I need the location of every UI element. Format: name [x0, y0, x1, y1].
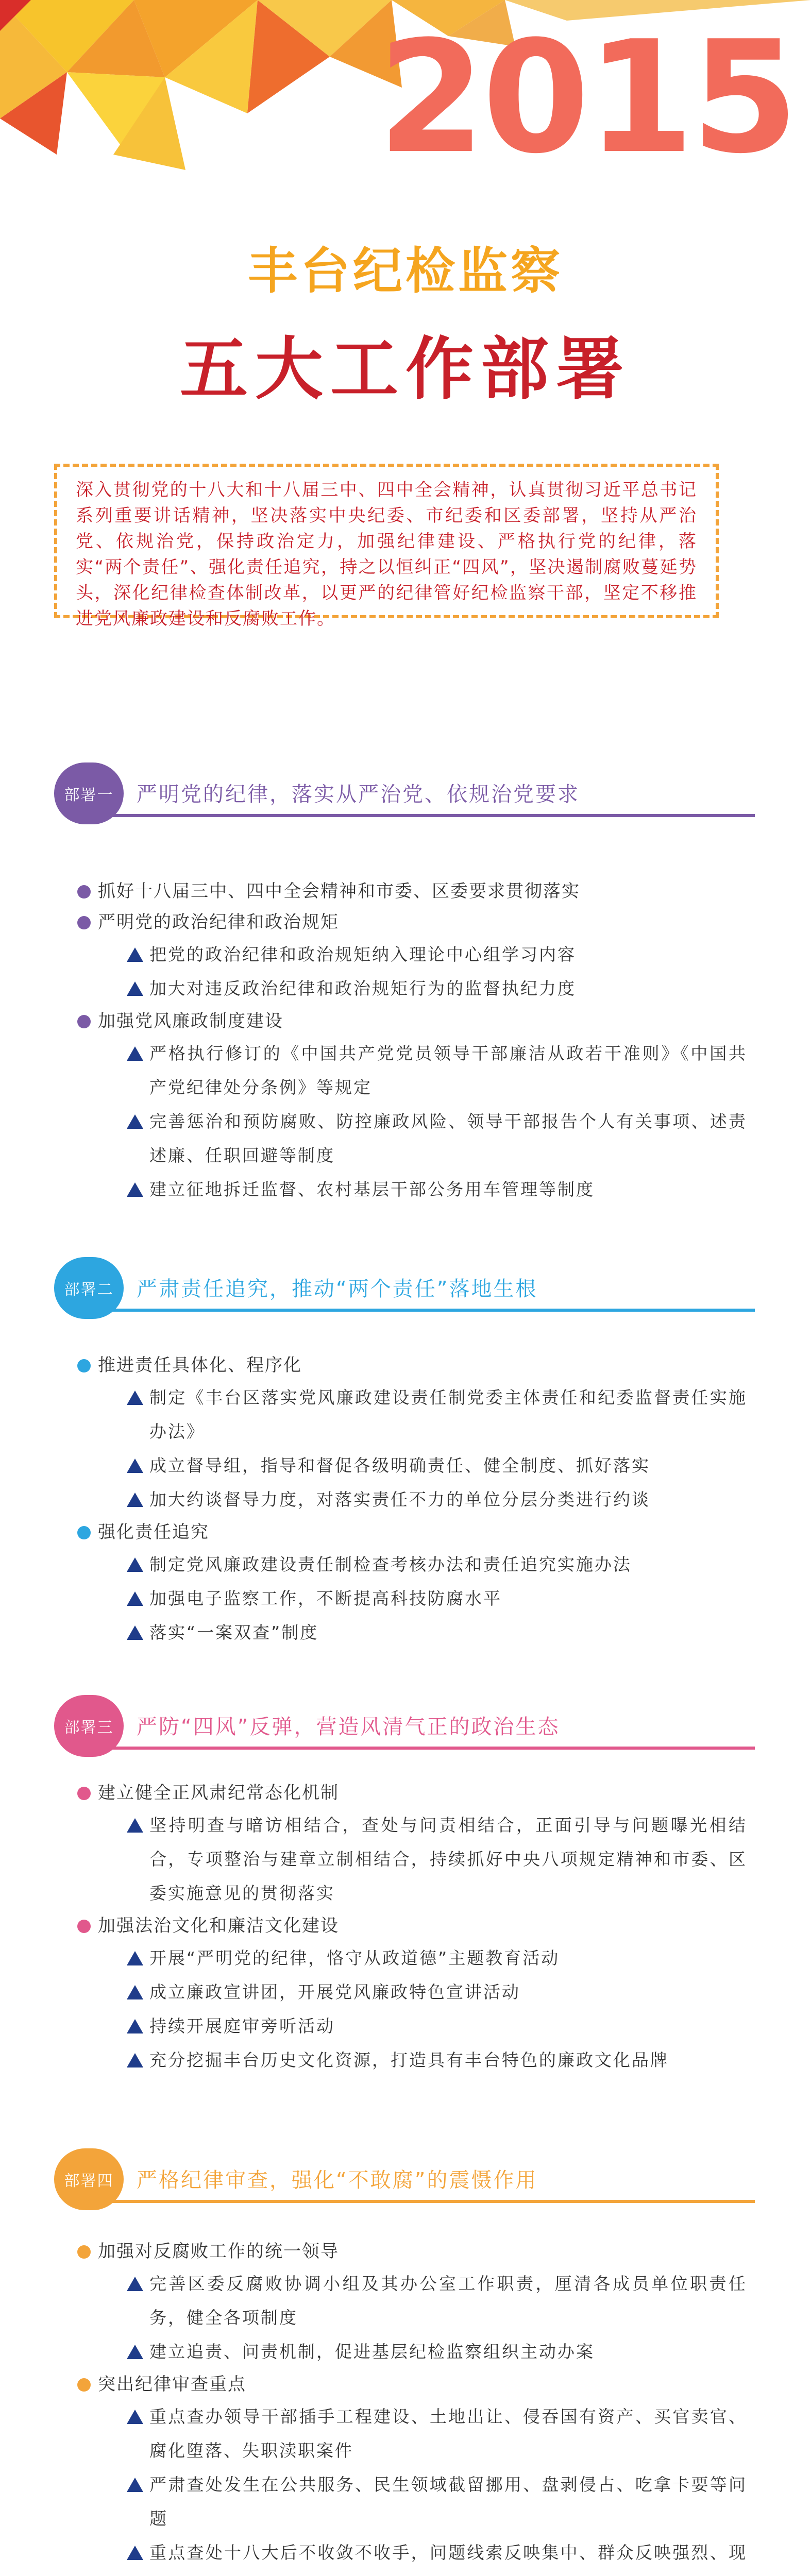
level2-text: 落实“一案双查”制度 — [149, 1622, 319, 1642]
level1-item — [77, 1910, 747, 1941]
level2-text: 把党的政治纪律和政治规矩纳入理论中心组学习内容 — [149, 944, 576, 964]
section-items — [77, 1777, 747, 2077]
section-header — [54, 2148, 755, 2210]
level2-text: 坚持明查与暗访相结合，查处与问责相结合，正面引导与问题曝光相结合，专项整治与建章立制相结合，持续抓好中央八项规定精神和市委、区委实施意见的贯彻落实 — [149, 1815, 747, 1903]
level2-item — [77, 1941, 747, 1975]
level2-text: 严肃查处发生在公共服务、民生领域截留挪用、盘剥侵占、吃拿卡要等问题 — [149, 2475, 747, 2529]
triangle-bullet-icon — [127, 2053, 143, 2067]
triangle-bullet-icon — [127, 2019, 143, 2033]
main-subtitle: 五大工作部署 — [180, 330, 631, 409]
level2-text: 成立廉政宣讲团，开展党风廉政特色宣讲活动 — [149, 1982, 520, 2002]
header-decoration — [0, 0, 811, 185]
triangle-bullet-icon — [127, 1818, 143, 1833]
section-title: 严格纪律审查，强化“不敢腐”的震慑作用 — [137, 2168, 538, 2192]
intro-box — [54, 464, 719, 629]
bullet-dot-icon — [77, 885, 91, 899]
intro-text: 深入贯彻党的十八大和十八届三中、四中全会精神，认真贯彻习近平总书记系列重要讲话精神，坚决落实中央纪委、市纪委和区委部署，坚持从严治党、依规治党，保持政治定力，加强纪律建设、严格执行党的纪律，落实“两个责任”、强化责任追究，持之以恒纠正“四风”，坚决遏制腐败蔓延势头，深化纪律检查体制改革，以更严的纪律管好纪检监察干部，坚定不移推进党风廉政建设和反腐败工作。 — [76, 480, 697, 629]
section-title: 严防“四风”反弹，营造风清气正的政治生态 — [137, 1715, 560, 1739]
section-underline — [111, 1309, 755, 1312]
section-items — [77, 2236, 747, 2576]
section-header — [54, 1257, 755, 1319]
level2-text: 加强电子监察工作，不断提高科技防腐水平 — [149, 1588, 502, 1608]
level1-item — [77, 876, 747, 907]
triangle-bullet-icon — [127, 1114, 143, 1129]
triangle-bullet-icon — [127, 1493, 143, 1507]
level1-text: 抓好十八届三中、四中全会精神和市委、区委要求贯彻落实 — [98, 881, 580, 902]
level1-text: 建立健全正风肃纪常态化机制 — [98, 1783, 339, 1803]
level1-item — [77, 1350, 747, 1381]
level2-text: 完善区委反腐败协调小组及其办公室工作职责，厘清各成员单位职责任务，健全各项制度 — [149, 2274, 747, 2328]
bullet-dot-icon — [77, 2245, 91, 2259]
level1-item — [77, 1006, 747, 1037]
level1-item — [77, 2236, 747, 2267]
level1-text: 突出纪律审查重点 — [98, 2374, 246, 2395]
triangle-bullet-icon — [127, 1625, 143, 1640]
level2-text: 持续开展庭审旁听活动 — [149, 2016, 335, 2036]
level2-item — [77, 2043, 747, 2077]
level2-item — [77, 1483, 747, 1517]
section-badge: 部署三 — [54, 1695, 124, 1757]
level2-item — [77, 1975, 747, 2009]
triangle-bullet-icon — [127, 2345, 143, 2359]
level2-item — [77, 1173, 747, 1207]
level1-text: 加强对反腐败工作的统一领导 — [98, 2241, 339, 2262]
level1-item — [77, 1777, 747, 1808]
triangle-bullet-icon — [127, 1182, 143, 1197]
triangle-bullet-icon — [127, 1951, 143, 1965]
triangle-bullet-icon — [127, 2410, 143, 2424]
triangle-bullet-icon — [127, 1459, 143, 1473]
level2-text: 成立督导组，指导和督促各级明确责任、健全制度、抓好落实 — [149, 1455, 650, 1476]
level2-item — [77, 1808, 747, 1910]
level1-text: 加强法治文化和廉洁文化建设 — [98, 1916, 339, 1936]
level1-text: 加强党风廉政制度建设 — [98, 1011, 283, 1031]
bullet-dot-icon — [77, 916, 91, 929]
section-items — [77, 876, 747, 1207]
level2-text: 重点查处十八大后不收敛不收手，问题线索反映集中、群众反映强烈、现 — [149, 2543, 747, 2563]
level1-text: 推进责任具体化、程序化 — [98, 1355, 302, 1376]
triangle-bullet-icon — [127, 981, 143, 996]
level1-item — [77, 1517, 747, 1548]
bullet-dot-icon — [77, 1015, 91, 1028]
section-badge: 部署一 — [54, 762, 124, 824]
triangle-bullet-icon — [127, 1985, 143, 1999]
section-underline — [111, 2200, 755, 2203]
bullet-dot-icon — [77, 1359, 91, 1372]
level2-text: 建立征地拆迁监督、农村基层干部公务用车管理等制度 — [149, 1179, 595, 1199]
section-badge: 部署四 — [54, 2148, 124, 2210]
level2-item — [77, 2468, 747, 2536]
bullet-dot-icon — [77, 1920, 91, 1933]
triangle-bullet-icon — [127, 2478, 143, 2492]
level2-text: 加大约谈督导力度，对落实责任不力的单位分层分类进行约谈 — [149, 1489, 650, 1510]
triangle-bullet-icon — [127, 2546, 143, 2560]
level1-text: 强化责任追究 — [98, 1522, 209, 1543]
triangle-bullet-icon — [127, 947, 143, 962]
level2-text: 加大对违反政治纪律和政治规矩行为的监督执纪力度 — [149, 978, 576, 998]
level2-text: 重点查办领导干部插手工程建设、土地出让、侵吞国有资产、买官卖官、腐化堕落、失职渎职案件 — [149, 2406, 747, 2461]
level2-item — [77, 2536, 747, 2576]
bullet-dot-icon — [77, 1526, 91, 1539]
level2-text: 开展“严明党的纪律，恪守从政道德”主题教育活动 — [149, 1948, 560, 1968]
triangle-bullet-icon — [127, 2277, 143, 2291]
triangle-bullet-icon — [127, 1391, 143, 1405]
level2-item — [77, 2009, 747, 2043]
level2-text: 建立追责、问责机制，促进基层纪检监察组织主动办案 — [149, 2342, 595, 2362]
level2-item — [77, 2400, 747, 2468]
level2-text: 充分挖掘丰台历史文化资源，打造具有丰台特色的廉政文化品牌 — [149, 2050, 669, 2070]
section-title: 严明党的纪律，落实从严治党、依规治党要求 — [137, 783, 580, 806]
level2-item — [77, 1582, 747, 1616]
level1-item — [77, 2369, 747, 2400]
bullet-dot-icon — [77, 2378, 91, 2392]
section-items — [77, 1350, 747, 1650]
section-title: 严肃责任追究，推动“两个责任”落地生根 — [137, 1277, 538, 1301]
bullet-dot-icon — [77, 1787, 91, 1800]
section-badge: 部署二 — [54, 1257, 124, 1319]
level2-item — [77, 1616, 747, 1650]
level2-item — [77, 1381, 747, 1449]
level2-item — [77, 1449, 747, 1483]
level2-item — [77, 1037, 747, 1105]
level2-text: 严格执行修订的《中国共产党党员领导干部廉洁从政若干准则》《中国共产党纪律处分条例》等规定 — [149, 1043, 747, 1097]
level2-item — [77, 1548, 747, 1582]
level2-item — [77, 2335, 747, 2369]
section-underline — [111, 1747, 755, 1750]
level1-item — [77, 907, 747, 938]
level1-text: 严明党的政治纪律和政治规矩 — [98, 912, 339, 933]
level2-item — [77, 938, 747, 972]
section-underline — [111, 814, 755, 817]
triangle-bullet-icon — [127, 1591, 143, 1606]
section-header — [54, 1695, 755, 1757]
level2-text: 制定《丰台区落实党风廉政建设责任制党委主体责任和纪委监督责任实施办法》 — [149, 1387, 747, 1442]
level2-text: 完善惩治和预防腐败、防控廉政风险、领导干部报告个人有关事项、述责述廉、任职回避等制度 — [149, 1111, 747, 1165]
main-title: 丰台纪检监察 — [248, 242, 563, 300]
level2-item — [77, 972, 747, 1006]
triangle-bullet-icon — [127, 1557, 143, 1572]
level2-text: 制定党风廉政建设责任制检查考核办法和责任追究实施办法 — [149, 1554, 632, 1574]
level2-item — [77, 2267, 747, 2335]
triangle-bullet-icon — [127, 1046, 143, 1061]
level2-item — [77, 1105, 747, 1173]
year-heading: 2015 — [378, 8, 796, 185]
section-header — [54, 762, 755, 824]
